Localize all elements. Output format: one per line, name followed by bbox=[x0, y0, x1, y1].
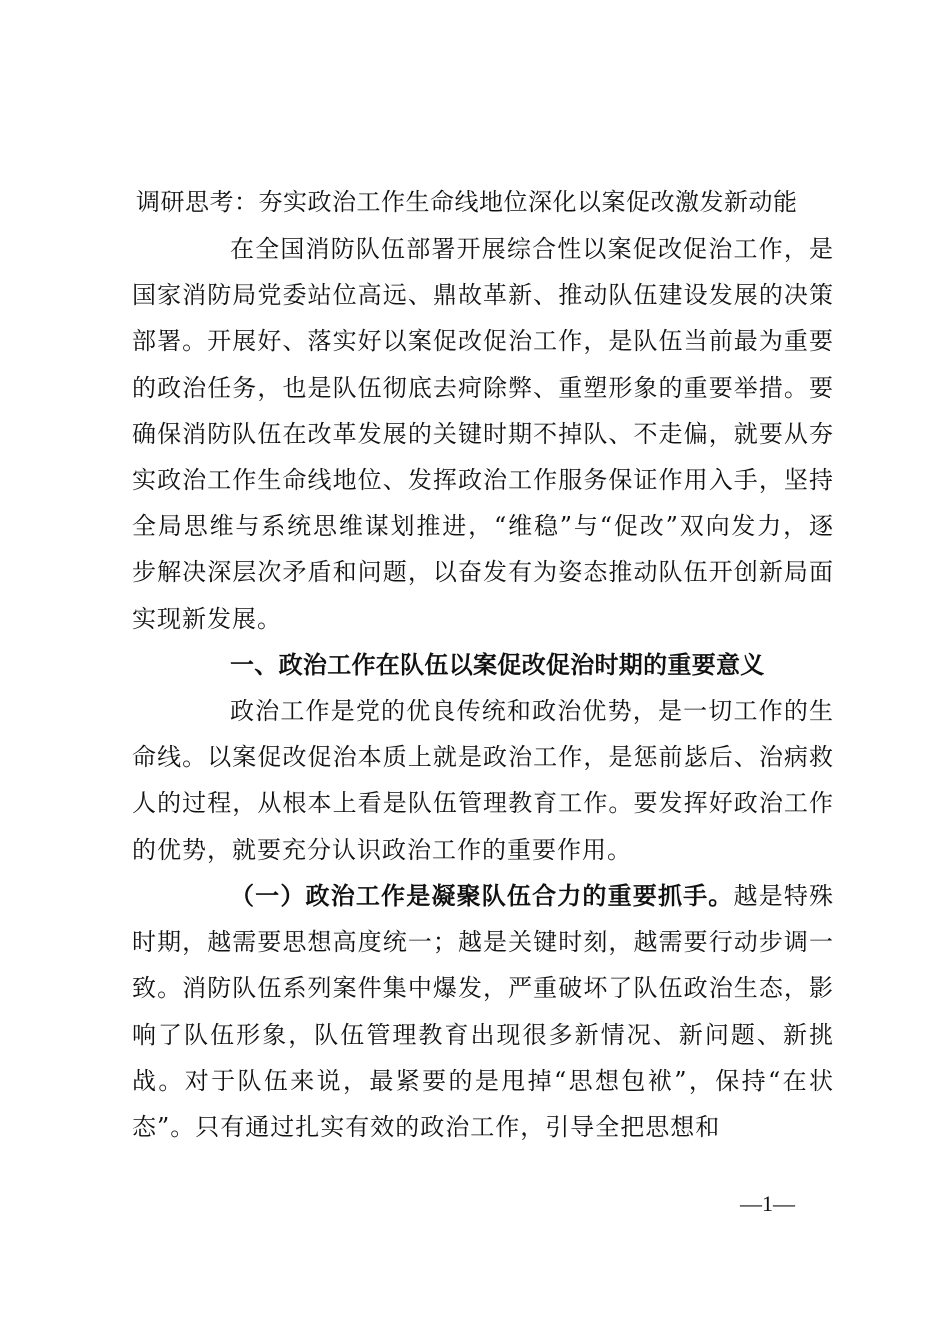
subsection-text: 越是特殊时期，越需要思想高度统一；越是关键时刻，越需要行动步调一致。消防队伍系列案件集中爆发，严重破坏了队伍政治生态，影响了队伍形象，队伍管理教育出现很多新情况、新问题、新挑战。对于队伍来说，最紧要的是甩掉“思想包袱”，保持“在状态”。只有通过扎实有效的政治工作，引导全把思想和 bbox=[132, 882, 835, 1142]
page-number: —1— bbox=[740, 1191, 795, 1216]
document-title: 调研思考：夯实政治工作生命线地位深化以案促改激发新动能 bbox=[136, 188, 798, 216]
section-paragraph: 政治工作是党的优良传统和政治优势，是一切工作的生命线。以案促改促治本质上就是政治工作，是惩前毖后、治病救人的过程，从根本上看是队伍管理教育工作。要发挥好政治工作的优势，就要充分认识政治工作的重要作用。 bbox=[132, 697, 834, 864]
subsection-paragraph bbox=[132, 873, 834, 1150]
section-heading: 一、政治工作在队伍以案促改促治时期的重要意义 bbox=[230, 651, 765, 679]
intro-paragraph: 在全国消防队伍部署开展综合性以案促改促治工作，是国家消防局党委站位高远、鼎故革新、推动队伍建设发展的决策部署。开展好、落实好以案促改促治工作，是队伍当前最为重要的政治任务，也是队伍彻底去疴除弊、重塑形象的重要举措。要确保消防队伍在改革发展的关键时期不掉队、不走偏，就要从夯实政治工作生命线地位、发挥政治工作服务保证作用入手，坚持全局思维与系统思维谋划推进，“维稳”与“促改”双向发力，逐步解决深层次矛盾和问题，以奋发有为姿态推动队伍开创新局面实现新发展。 bbox=[132, 235, 834, 633]
subsection-lead: （一）政治工作是凝聚队伍合力的重要抓手。 bbox=[230, 881, 734, 910]
